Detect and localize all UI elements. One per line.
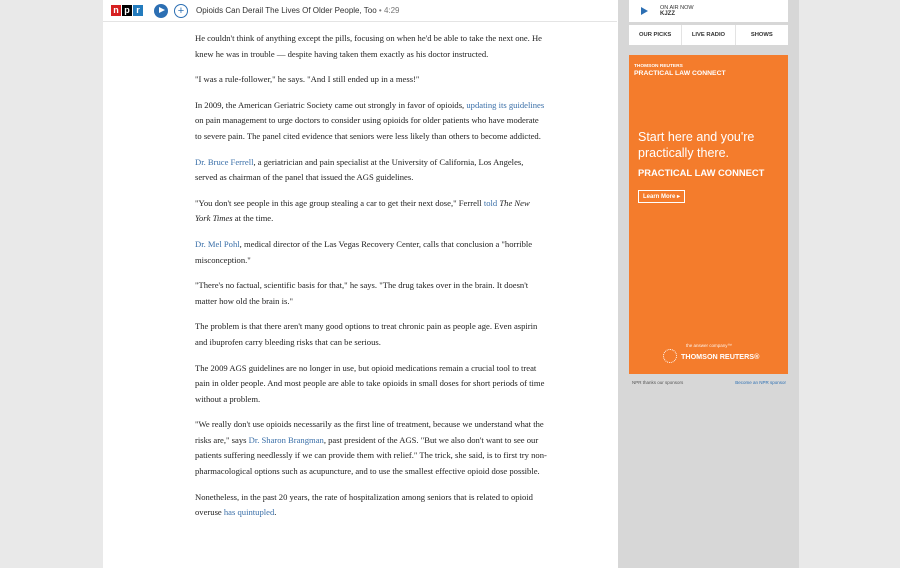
advertisement-banner[interactable] (629, 55, 788, 374)
article-paragraph (195, 237, 547, 268)
npr-logo[interactable] (111, 5, 144, 16)
link-has-quintupled[interactable]: has quintupled (223, 507, 275, 518)
tab-our-picks[interactable]: OUR PICKS (629, 25, 682, 45)
paragraph-text: "You don't see people in this age group stealing a car to get their next dose," Ferrell (195, 197, 484, 208)
paragraph-text: . (274, 507, 277, 518)
paragraph-text: Nonetheless, in the past 20 years, the rate of hospitalization among seniors that is related to opioid overuse (195, 491, 533, 518)
add-to-playlist-button[interactable]: + (174, 4, 188, 18)
article-body (195, 31, 547, 531)
track-title[interactable] (196, 6, 400, 15)
become-sponsor-link[interactable]: Become an NPR sponsor (735, 380, 786, 385)
paragraph-text: at the time. (232, 213, 274, 224)
paragraph-text: , medical director of the Las Vegas Recovery Center, calls that conclusion a "horrible misconception." (195, 238, 533, 265)
on-air-text (660, 5, 694, 18)
npr-logo-r: r (133, 5, 143, 16)
article-paragraph: "I was a rule-follower," he says. "And I still ended up in a mess!" (195, 74, 420, 85)
link-bruce-ferrell[interactable]: Dr. Bruce Ferrell (195, 156, 254, 167)
ad-brand-line1: THOMSON REUTERS (634, 64, 683, 69)
npr-logo-p: p (122, 5, 132, 16)
link-sharon-brangman[interactable]: Dr. Sharon Brangman (248, 434, 324, 445)
ad-subheadline: PRACTICAL LAW CONNECT (638, 167, 765, 178)
ad-headline: Start here and you're practically there. (638, 130, 755, 160)
station-name: KJZZ (660, 11, 675, 17)
sponsor-note: NPR thanks our sponsors (632, 380, 684, 385)
paragraph-text: "We really don't use opioids necessarily as the first line of treatment, because we understand what the risks are," says (195, 419, 544, 445)
paragraph-text: , a geriatrician and pain specialist at the University of California, Los Angeles, served as chairman of the panel that issued the AGS guidelines. (195, 156, 524, 183)
link-mel-pohl[interactable]: Dr. Mel Pohl (195, 238, 240, 249)
play-icon[interactable] (641, 7, 648, 15)
article-paragraph (195, 98, 547, 145)
thomson-reuters-logo-icon (663, 349, 677, 363)
audio-player-bar (103, 0, 617, 22)
article-paragraph (195, 417, 547, 479)
article-paragraph: "There's no factual, scientific basis for that," he says. "The drug takes over in the brain. It doesn't matter how old the brain is." (195, 280, 529, 306)
article-paragraph (195, 490, 547, 521)
article-paragraph (195, 155, 547, 186)
track-duration: 4:29 (383, 6, 400, 15)
thomson-reuters-logo-text: THOMSON REUTERS® (681, 351, 760, 361)
tab-live-radio[interactable]: LIVE RADIO (682, 25, 735, 45)
paragraph-text: on pain management to urge doctors to consider using opioids for older patients who have moderate to severe pain. The panel cited evidence that seniors were less likely than others to become addicted. (195, 115, 541, 141)
article-paragraph: The problem is that there aren't many good options to treat chronic pain as people age. Even aspirin and ibuprofen carry bleeding risks that can be serious. (195, 321, 538, 347)
article-paragraph: He couldn't think of anything except the pills, focusing on when he'd be able to take the next one. He knew he was in trouble — despite having taken them exactly as his doctor instructed. (195, 33, 542, 59)
thomson-reuters-logo (663, 349, 759, 363)
link-updating-guidelines[interactable]: updating its guidelines (466, 99, 545, 110)
tab-shows[interactable]: SHOWS (750, 32, 773, 38)
npr-logo-n: n (111, 5, 121, 16)
sponsor-row (632, 380, 786, 385)
ad-brand-line2: PRACTICAL LAW CONNECT (634, 70, 726, 77)
play-icon[interactable] (154, 4, 168, 18)
publication-name: The New York Times (195, 197, 530, 224)
article-paragraph: The 2009 AGS guidelines are no longer in use, but opioid medications remain a crucial tool to treat pain in older people. And most people are able to take opioids in small doses for short periods of time without a problem. (195, 362, 545, 404)
paragraph-text: , past president of the AGS. "But we also don't want to see our patients suffering needlessly if we can provide them with relief." The trick, she said, is to first try non-pharmacological options such as acupuncture, and to use the smallest effective opioid dose possible. (195, 434, 547, 477)
ad-learn-more-button[interactable]: Learn More ▸ (638, 190, 685, 203)
ad-tagline: the answer company™ (686, 343, 733, 348)
article-paragraph (195, 196, 547, 227)
track-separator: • (376, 6, 384, 15)
track-title-text: Opioids Can Derail The Lives Of Older People, Too (196, 6, 377, 15)
page (103, 0, 799, 568)
paragraph-text: In 2009, the American Geriatric Society came out strongly in favor of opioids, (195, 99, 467, 110)
on-air-label: ON AIR NOW (660, 4, 694, 11)
on-air-now-widget[interactable] (629, 0, 788, 22)
sidebar (618, 0, 799, 568)
link-told[interactable]: told (483, 197, 498, 208)
sidebar-tabs (629, 25, 788, 45)
